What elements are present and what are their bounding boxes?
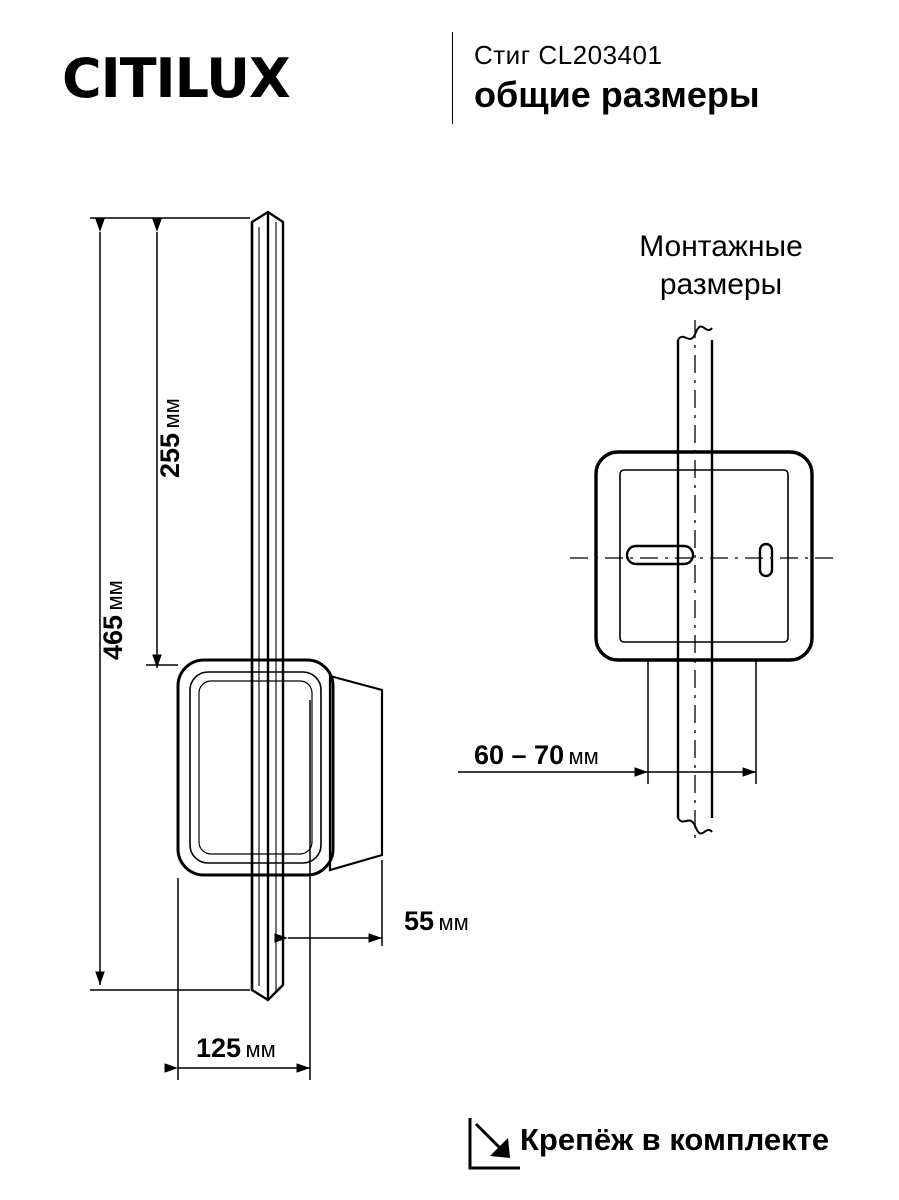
product-front-view	[178, 212, 382, 1000]
dimension-upper-height: 255 мм	[155, 398, 185, 478]
model-name: Стиг CL203401	[474, 40, 663, 70]
dimension-mount-spacing: 60 – 70 мм	[474, 740, 599, 770]
arrow-into-box-icon	[470, 1118, 520, 1168]
dimension-lines-main	[90, 218, 382, 1080]
page-title: общие размеры	[474, 74, 760, 115]
mounting-view	[596, 326, 812, 833]
dimension-width: 125 мм	[196, 1033, 276, 1063]
mounting-title-line2: размеры	[659, 267, 783, 301]
mounting-title-line1: Монтажные	[639, 230, 803, 263]
kit-included-label: Крепёж в комплекте	[520, 1122, 830, 1157]
dimension-total-height: 465 мм	[98, 580, 128, 660]
mounting-title	[596, 228, 846, 303]
dimension-depth: 55 мм	[404, 906, 469, 936]
mounting-axis-lines	[570, 320, 840, 840]
brand-logo: CITILUX	[62, 47, 290, 110]
